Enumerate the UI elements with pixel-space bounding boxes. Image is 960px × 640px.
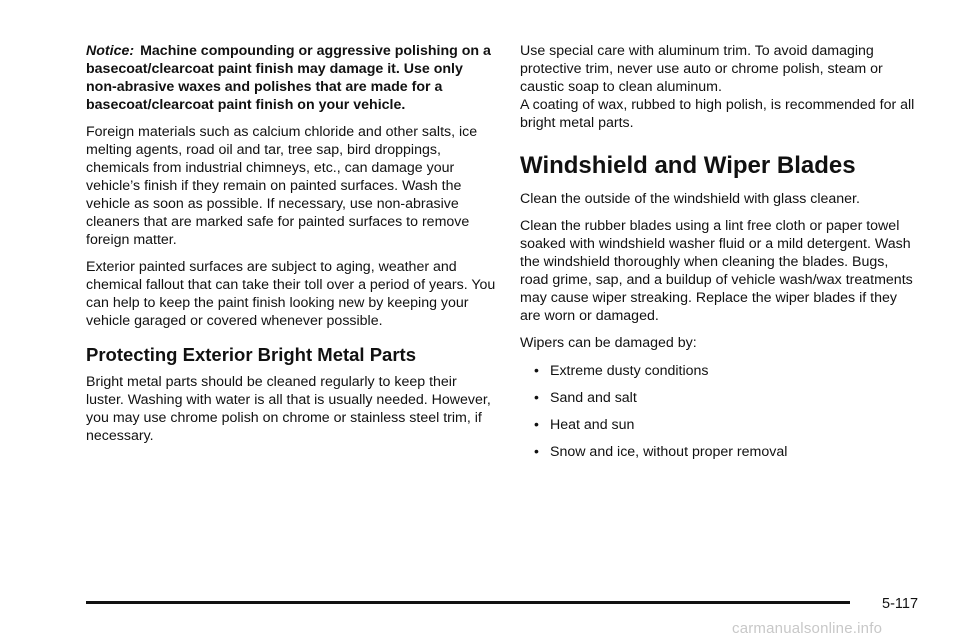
watermark: carmanualsonline.info: [732, 620, 883, 637]
aluminum-trim-paragraph: Use special care with aluminum trim. To avoid damaging protective trim, never use auto or chrome polish, steam or caustic soap to clean aluminum.: [520, 43, 883, 95]
bright-metal-heading: Protecting Exterior Bright Metal Parts: [86, 344, 416, 365]
wiper-damage-list: [520, 362, 920, 461]
notice-text: Machine compounding or aggressive polishing on a basecoat/clearcoat paint finish may damage it. Use only non-abrasive waxes and polishes that are made for a basecoat/clearcoat paint finish on your vehicle.: [86, 43, 491, 113]
bullet-icon: •: [534, 362, 539, 378]
bright-metal-paragraph: Bright metal parts should be cleaned regularly to keep their luster. Washing with water is all that is usually needed. However, you may use chrome polish on chrome or stainless steel trim, if necessary.: [86, 374, 491, 444]
footer-rule: [86, 601, 850, 604]
wipers-damaged-paragraph: Wipers can be damaged by:: [520, 335, 697, 351]
notice-label: Notice:: [86, 43, 135, 59]
bullet-icon: •: [534, 389, 539, 405]
rubber-blades-paragraph: Clean the rubber blades using a lint free cloth or paper towel soaked with windshield washer fluid or a mild detergent. Wash the windshield thoroughly when cleaning the blades. Bugs, road grime, sap, and a buildup of vehicle wash/wax treatments may cause wiper streaking. Replace the wiper blades if they are worn or damaged.: [520, 218, 913, 324]
list-item: • Extreme dusty conditions: [534, 362, 709, 379]
wax-coating-paragraph: A coating of wax, rubbed to high polish, is recommended for all bright metal parts.: [520, 97, 915, 131]
foreign-materials-paragraph: Foreign materials such as calcium chloride and other salts, ice melting agents, road oil and tar, tree sap, bird droppings, chemicals from industrial chimneys, etc., can damage your vehicle’s finish if they remain on painted surfaces. Wash the vehicle as soon as possible. If necessary, use non-abrasive cleaners that are marked safe for painted surfaces to remove foreign matter.: [86, 124, 478, 248]
list-item: • Heat and sun: [534, 416, 635, 433]
list-item: • Snow and ice, without proper removal: [534, 443, 788, 460]
left-column: [86, 42, 496, 445]
windshield-clean-paragraph: Clean the outside of the windshield with glass cleaner.: [520, 191, 860, 207]
exterior-surfaces-paragraph: Exterior painted surfaces are subject to aging, weather and chemical fallout that can take their toll over a period of years. You can help to keep the paint finish looking new by keeping your vehicle garaged or covered whenever possible.: [86, 259, 496, 329]
bullet-icon: •: [534, 416, 539, 432]
list-item: • Sand and salt: [534, 389, 637, 406]
bullet-icon: •: [534, 443, 539, 459]
page-number: 5-117: [882, 596, 919, 612]
windshield-heading: Windshield and Wiper Blades: [520, 152, 856, 179]
right-column: [520, 42, 920, 470]
notice-paragraph: [86, 42, 496, 114]
